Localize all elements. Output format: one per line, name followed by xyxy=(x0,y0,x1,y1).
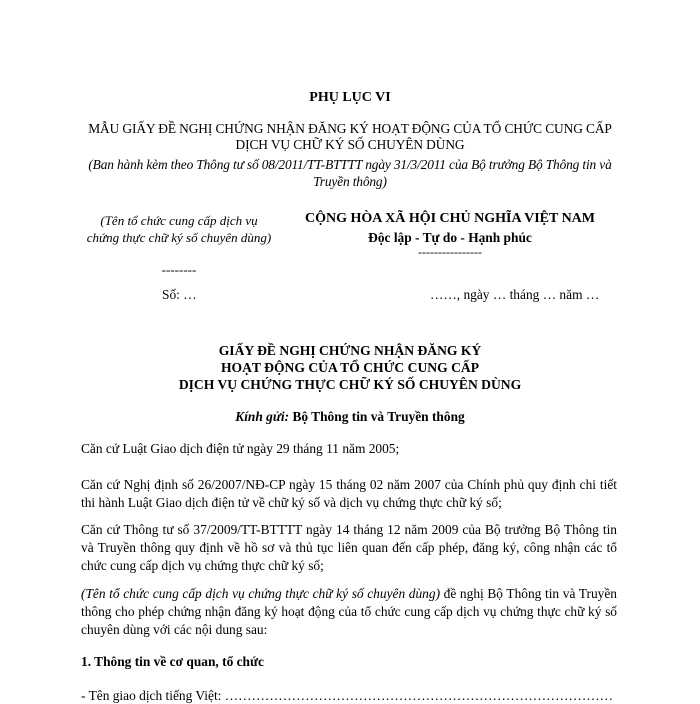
document-heading xyxy=(100,342,600,393)
national-motto: Độc lập - Tự do - Hạnh phúc xyxy=(368,230,532,245)
recipient-line xyxy=(0,409,700,425)
section-heading-1: 1. Thông tin về cơ quan, tổ chức xyxy=(81,654,264,669)
org-divider: -------- xyxy=(161,262,197,277)
appendix-title: PHỤ LỤC VI xyxy=(309,90,391,105)
paragraph-legal-basis-1: Căn cứ Luật Giao dịch điện tử ngày 29 tháng 11 năm 2005; xyxy=(81,441,400,456)
issued-note: (Ban hành kèm theo Thông tư số 08/2011/TT-BTTTT ngày 31/3/2011 của Bộ trưởng Bộ Thông tin và Truyền thông) xyxy=(88,157,612,189)
national-title: CỘNG HÒA XÃ HỘI CHỦ NGHĨA VIỆT NAM xyxy=(304,211,595,226)
document-heading-line-3: DỊCH VỤ CHỨNG THỰC CHỮ KÝ SỐ CHUYÊN DÙNG xyxy=(178,377,522,392)
motto-divider: ---------------- xyxy=(418,245,482,259)
field-vietnamese-name: - Tên giao dịch tiếng Việt: …………………………………………………………………………… xyxy=(81,688,614,703)
paragraph-request xyxy=(81,585,617,639)
paragraph-legal-basis-2: Căn cứ Nghị định số 26/2007/NĐ-CP ngày 15 tháng 02 năm 2007 của Chính phủ quy định chi tiết thi hành Luật Giao dịch điện tử về chữ ký số và dịch vụ chứng thực chữ ký số; xyxy=(81,477,617,510)
document-heading-line-2: HOẠT ĐỘNG CỦA TỔ CHỨC CUNG CẤP xyxy=(220,360,480,375)
document-date: ……, ngày … tháng … năm … xyxy=(430,287,600,302)
org-name-placeholder: (Tên tổ chức cung cấp dịch vụ chứng thực chữ ký số chuyên dùng) xyxy=(86,213,272,245)
paragraph-legal-basis-3: Căn cứ Thông tư số 37/2009/TT-BTTTT ngày 14 tháng 12 năm 2009 của Bộ trưởng Bộ Thông tin và Truyền thông quy định về hồ sơ và thủ tục liên quan đến cấp phép, đăng ký, công nhận các tổ chức cung cấp dịch vụ chứng thực chữ ký số; xyxy=(81,522,617,573)
document-heading-line-1: GIẤY ĐỀ NGHỊ CHỨNG NHẬN ĐĂNG KÝ xyxy=(218,343,482,358)
request-body: đề nghị Bộ Thông tin và Truyền thông cho phép chứng nhận đăng ký hoạt động của tổ chức cung cấp dịch vụ chứng thực chữ ký số chuyên dùng với các nội dung sau: xyxy=(81,586,617,637)
document-number: Số: … xyxy=(162,287,197,302)
recipient-value: Bộ Thông tin và Truyền thông xyxy=(292,409,465,424)
recipient-label: Kính gửi: xyxy=(235,409,290,424)
form-title: MẪU GIẤY ĐỀ NGHỊ CHỨNG NHẬN ĐĂNG KÝ HOẠT ĐỘNG CỦA TỔ CHỨC CUNG CẤP DỊCH VỤ CHỮ KÝ SỐ CHUYÊN DÙNG xyxy=(88,121,612,152)
request-org-placeholder: (Tên tổ chức cung cấp dịch vụ chứng thực chữ ký số chuyên dùng) xyxy=(81,586,441,601)
